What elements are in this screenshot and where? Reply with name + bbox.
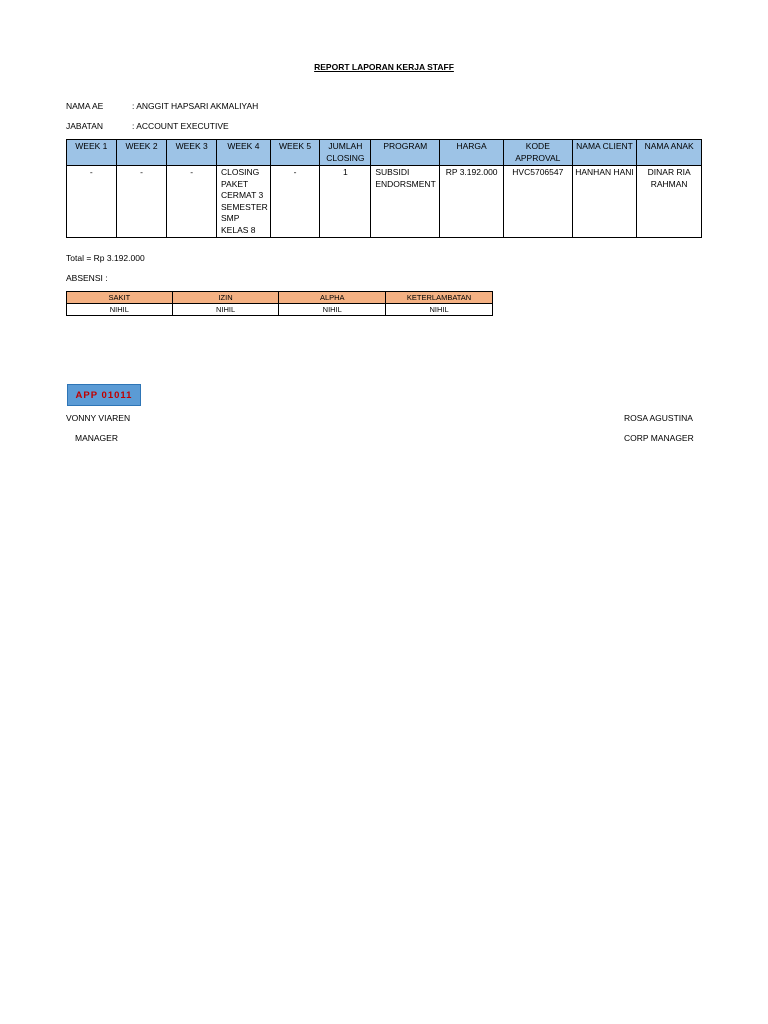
- header-week-2: WEEK 2: [116, 140, 167, 166]
- cell-alpha: NIHIL: [279, 304, 386, 316]
- header-sakit: SAKIT: [67, 292, 173, 304]
- header-harga: HARGA: [440, 140, 504, 166]
- right-signatory-title: CORP MANAGER: [624, 433, 694, 443]
- header-alpha: ALPHA: [279, 292, 386, 304]
- header-week-3: WEEK 3: [167, 140, 217, 166]
- cell-week-4: CLOSING PAKET CERMAT 3 SEMESTER SMP KELAS 8: [217, 166, 271, 238]
- report-table-header-row: [67, 140, 702, 166]
- jabatan-label: JABATAN: [66, 121, 103, 131]
- cell-program: SUBSIDI ENDORSMENT: [371, 166, 440, 238]
- report-table: [66, 139, 702, 238]
- cell-keterlambatan: NIHIL: [386, 304, 493, 316]
- cell-nama-client: HANHAN HANI: [572, 166, 637, 238]
- cell-week-2: -: [116, 166, 167, 238]
- total-amount: Total = Rp 3.192.000: [66, 253, 145, 263]
- cell-sakit: NIHIL: [67, 304, 173, 316]
- header-kode-approval: KODE APPROVAL: [503, 140, 572, 166]
- header-nama-client: NAMA CLIENT: [572, 140, 637, 166]
- cell-week-1: -: [67, 166, 117, 238]
- cell-kode-approval: HVC5706547: [503, 166, 572, 238]
- cell-harga: RP 3.192.000: [440, 166, 504, 238]
- approval-code-badge: APP 01011: [67, 384, 141, 406]
- header-jumlah-closing: JUMLAH CLOSING: [320, 140, 371, 166]
- cell-jumlah-closing: 1: [320, 166, 371, 238]
- cell-nama-anak: DINAR RIA RAHMAN: [637, 166, 702, 238]
- cell-izin: NIHIL: [172, 304, 279, 316]
- absensi-header-row: [67, 292, 493, 304]
- right-signatory-name: ROSA AGUSTINA: [624, 413, 693, 423]
- table-row: [67, 166, 702, 238]
- jabatan-value: : ACCOUNT EXECUTIVE: [132, 121, 229, 131]
- header-week-5: WEEK 5: [270, 140, 320, 166]
- header-nama-anak: NAMA ANAK: [637, 140, 702, 166]
- nama-ae-value: : ANGGIT HAPSARI AKMALIYAH: [132, 101, 259, 111]
- report-title: REPORT LAPORAN KERJA STAFF: [314, 62, 454, 72]
- absensi-table: [66, 291, 493, 316]
- header-program: PROGRAM: [371, 140, 440, 166]
- absensi-label: ABSENSI :: [66, 273, 108, 283]
- nama-ae-label: NAMA AE: [66, 101, 104, 111]
- table-row: [67, 304, 493, 316]
- cell-week-3: -: [167, 166, 217, 238]
- header-week-4: WEEK 4: [217, 140, 271, 166]
- header-keterlambatan: KETERLAMBATAN: [386, 292, 493, 304]
- jabatan-row: [66, 121, 229, 131]
- nama-ae-row: [66, 101, 258, 111]
- left-signatory-title: MANAGER: [75, 433, 118, 443]
- cell-week-5: -: [270, 166, 320, 238]
- left-signatory-name: VONNY VIAREN: [66, 413, 131, 423]
- header-izin: IZIN: [172, 292, 279, 304]
- header-week-1: WEEK 1: [67, 140, 117, 166]
